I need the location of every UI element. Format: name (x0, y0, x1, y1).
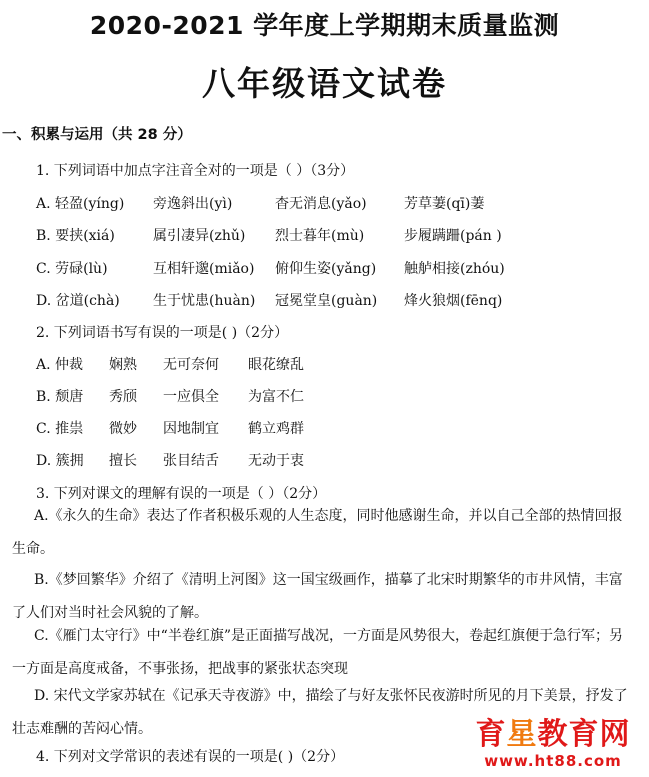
site-watermark (462, 718, 644, 770)
q2-a-item-4: 眼花缭乱 (248, 357, 304, 373)
q2-a-item-2: 娴熟 (109, 357, 137, 373)
q1-b-item-1: B. 要挟(xiá) (36, 228, 115, 244)
q1-c-item-2: 互相轩邈(miǎo) (153, 261, 255, 277)
exam-paper-title: 八年级语文试卷 (202, 64, 447, 103)
q2-b-item-3: 一应俱全 (163, 389, 219, 405)
q1-b-item-2: 属引凄异(zhǔ) (153, 228, 246, 244)
q1-c-item-3: 俯仰生姿(yǎng) (275, 261, 377, 277)
q1-a-item-1: A. 轻盈(yíng) (36, 196, 125, 212)
question-3-stem: 3. 下列对课文的理解有误的一项是（ ）（2分） (36, 486, 327, 502)
question-3-option-b: B.《梦回繁华》介绍了《清明上河图》这一国宝级画作，描摹了北宋时期繁华的市井风情，丰富了人们对当时社会风貌的了解。 (12, 572, 623, 621)
q2-a-item-1: A. 仲裁 (36, 357, 84, 373)
q2-b-item-1: B. 颓唐 (36, 389, 84, 405)
watermark-char-1: 育 (475, 717, 507, 752)
q1-b-item-4: 步履蹒跚(pán ) (404, 228, 502, 244)
q1-d-item-1: D. 岔道(chà) (36, 293, 120, 309)
question-3-option-a: A.《永久的生命》表达了作者积极乐观的人生态度，同时他感谢生命，并以自己全部的热情回报生命。 (12, 508, 623, 557)
q1-a-item-2: 旁逸斜出(yì) (153, 196, 233, 212)
question-3-option-d: D. 宋代文学家苏轼在《记承天寺夜游》中，描绘了与好友张怀民夜游时所见的月下美景，抒发了壮志难酬的苦闷心情。 (12, 688, 628, 737)
q1-c-item-1: C. 劳碌(lù) (36, 261, 108, 277)
question-1-stem: 1. 下列词语中加点字注音全对的一项是（ ）（3分） (36, 163, 355, 179)
q2-c-item-3: 因地制宜 (163, 421, 219, 437)
q1-c-item-4: 触舻相接(zhóu) (404, 261, 505, 277)
question-3-option-c: C.《雁门太守行》中“半卷红旗”是正面描写战况，一方面是风势很大，卷起红旗便于急行军；另一方面是高度戒备，不事张扬，把战事的紧张状态突现 (12, 628, 623, 677)
q2-d-item-4: 无动于衷 (248, 453, 304, 469)
q1-a-item-4: 芳草萋(qī)萋 (404, 196, 485, 212)
q2-b-item-4: 为富不仁 (248, 389, 304, 405)
q1-a-item-3: 杳无消息(yǎo) (275, 196, 367, 212)
q1-d-item-2: 生于忧患(huàn) (153, 293, 256, 309)
q2-d-item-1: D. 簇拥 (36, 453, 84, 469)
q2-d-item-3: 张目结舌 (163, 453, 219, 469)
question-2-stem: 2. 下列词语书写有误的一项是( )（2分） (36, 325, 289, 341)
q2-c-item-1: C. 推祟 (36, 421, 84, 437)
q2-c-item-4: 鹤立鸡群 (248, 421, 304, 437)
watermark-char-rest: 教育网 (537, 717, 631, 752)
watermark-url: www.ht88.com (484, 752, 622, 770)
q1-d-item-3: 冠冕堂皇(guàn) (275, 293, 378, 309)
q2-d-item-2: 擅长 (109, 453, 137, 469)
question-4-stem: 4. 下列对文学常识的表述有误的一项是( )（2分） (36, 749, 345, 765)
watermark-brand (462, 718, 644, 752)
section-heading: 一、积累与运用（共 28 分） (2, 127, 192, 143)
watermark-char-star: 星 (506, 717, 538, 752)
q1-d-item-4: 烽火狼烟(fēnq) (404, 293, 503, 309)
exam-header-title: 2020-2021 学年度上学期期末质量监测 (89, 11, 560, 40)
q2-b-item-2: 秀颀 (109, 389, 137, 405)
q2-c-item-2: 微妙 (109, 421, 137, 437)
q1-b-item-3: 烈士暮年(mù) (275, 228, 365, 244)
q2-a-item-3: 无可奈何 (163, 357, 219, 373)
